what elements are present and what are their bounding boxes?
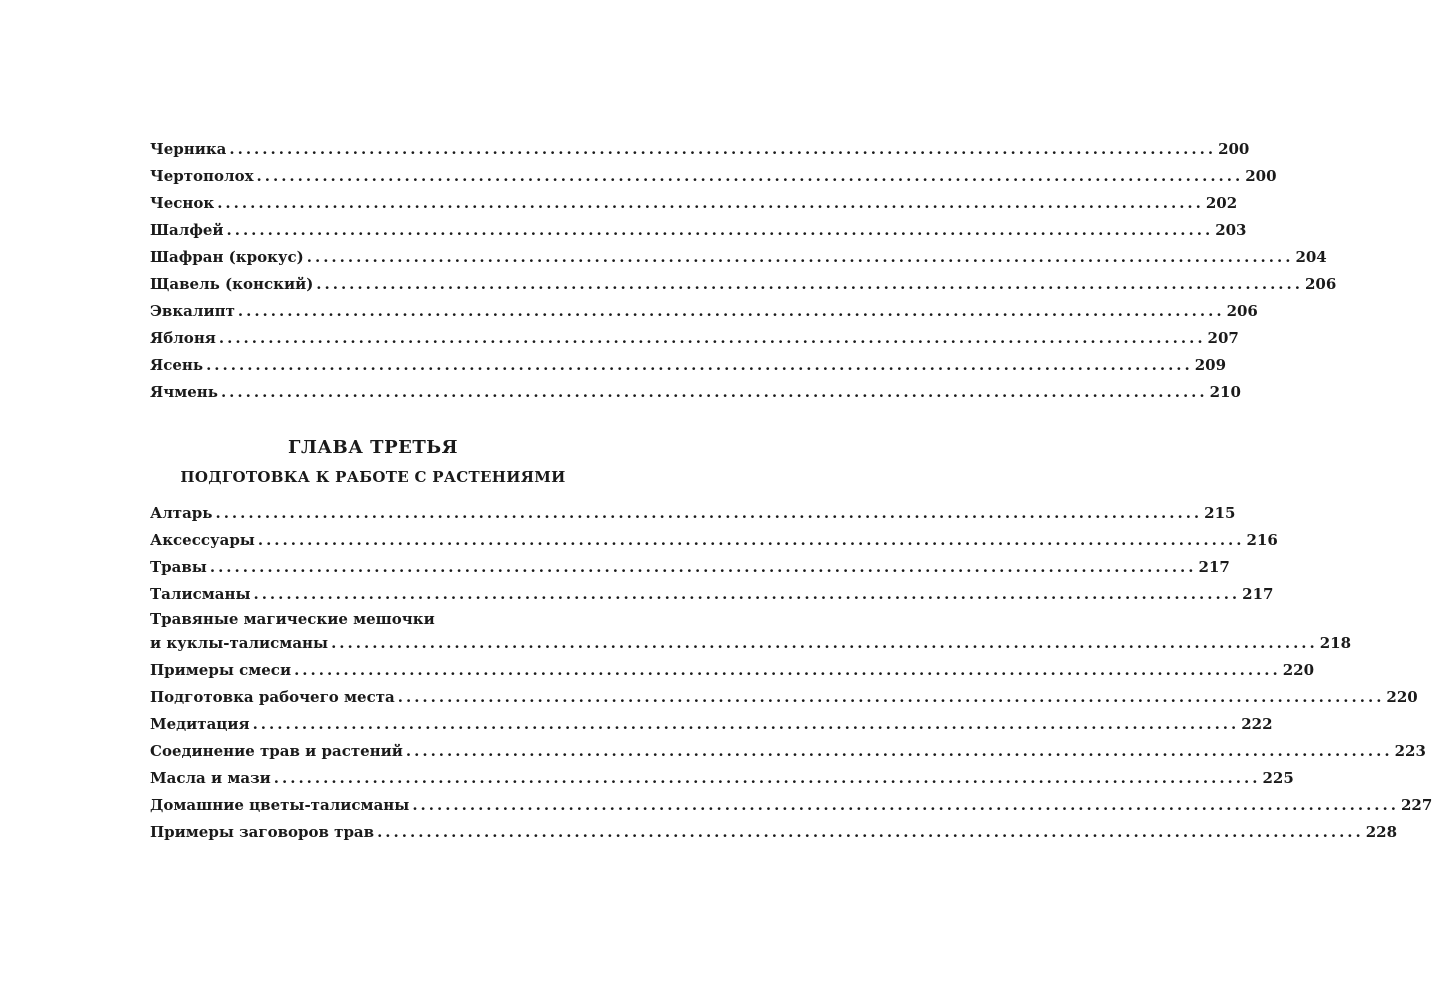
toc-entry-line2 — [150, 630, 1352, 657]
toc-entry — [150, 657, 1315, 684]
dot-leader: ........................................................................................................................ — [331, 634, 1318, 652]
chapter-heading: ГЛАВА ТРЕТЬЯ — [288, 437, 458, 458]
dot-leader: ........................................................................................................................ — [306, 248, 1294, 266]
toc-entry — [150, 527, 1278, 554]
toc-entry-page: 202 — [1205, 194, 1238, 212]
toc-entry-page: 200 — [1218, 140, 1250, 158]
dot-leader: ........................................................................................................................ — [220, 383, 1208, 401]
toc-entry-title: Травы — [150, 558, 207, 576]
toc-entry-title: Аксессуары — [150, 531, 255, 549]
toc-entry — [150, 352, 1227, 379]
toc-entry — [150, 244, 1327, 271]
toc-entry-title: Щавель (конский) — [150, 275, 314, 293]
toc-entry — [150, 500, 1236, 527]
toc-entry-page: 215 — [1204, 504, 1236, 522]
toc-entry-title-line1: Травяные магические мешочки — [150, 610, 435, 628]
toc-entry-title: Чертополох — [150, 167, 254, 185]
toc-entry-title: Алтарь — [150, 504, 213, 522]
toc-entry-title: Подготовка рабочего места — [150, 688, 395, 706]
toc-entry-title-line2: и куклы-талисманы — [150, 634, 329, 652]
dot-leader: ........................................................................................................................ — [273, 769, 1261, 787]
toc-section-herbs — [150, 136, 1337, 406]
toc-entry-title: Яблоня — [150, 329, 216, 347]
toc-entry-page: 207 — [1207, 329, 1239, 347]
dot-leader: ........................................................................................................................ — [397, 688, 1385, 706]
dot-leader: ........................................................................................................................ — [218, 329, 1206, 347]
toc-entry-page: 223 — [1394, 742, 1426, 760]
toc-entry-title: Талисманы — [150, 585, 251, 603]
toc-entry-title: Примеры смеси — [150, 661, 292, 679]
toc-entry-title: Масла и мази — [150, 769, 271, 787]
dot-leader: ........................................................................................................................ — [229, 140, 1217, 158]
toc-entry-page: 210 — [1209, 383, 1241, 401]
toc-entry — [150, 163, 1277, 190]
toc-entry-page: 217 — [1242, 585, 1274, 603]
toc-entry-title: Эвкалипт — [150, 302, 235, 320]
toc-entry-page: 203 — [1215, 221, 1247, 239]
toc-entry — [150, 298, 1258, 325]
dot-leader: ........................................................................................................................ — [217, 194, 1204, 212]
dot-leader: ........................................................................................................................ — [253, 585, 1241, 603]
toc-entry-title: Соединение трав и растений — [150, 742, 403, 760]
toc-entry — [150, 711, 1273, 738]
dot-leader: ........................................................................................................................ — [377, 823, 1364, 841]
toc-entry — [150, 792, 1432, 819]
dot-leader: ........................................................................................................................ — [257, 531, 1245, 549]
dot-leader: ........................................................................................................................ — [237, 302, 1225, 320]
toc-entry — [150, 325, 1239, 352]
toc-entry — [150, 608, 1352, 657]
toc-entry-title: Шафран (крокус) — [150, 248, 304, 266]
toc-entry — [150, 819, 1398, 846]
dot-leader: ........................................................................................................................ — [209, 558, 1197, 576]
dot-leader: ........................................................................................................................ — [256, 167, 1244, 185]
toc-entry-title: Домашние цветы-талисманы — [150, 796, 410, 814]
toc-entry-page: 206 — [1304, 275, 1337, 293]
toc-entry-page: 217 — [1198, 558, 1230, 576]
toc-entry-page: 218 — [1319, 634, 1352, 652]
toc-list — [150, 136, 1337, 406]
dot-leader: ........................................................................................................................ — [412, 796, 1399, 814]
toc-entry-page: 216 — [1246, 531, 1278, 549]
toc-entry-page: 227 — [1400, 796, 1432, 814]
toc-entry-title: Медитация — [150, 715, 250, 733]
toc-entry-title: Ясень — [150, 356, 204, 374]
toc-entry-title: Чеснок — [150, 194, 215, 212]
toc-entry — [150, 136, 1250, 163]
toc-entry — [150, 217, 1247, 244]
toc-entry — [150, 190, 1238, 217]
toc-entry-page: 209 — [1194, 356, 1227, 374]
dot-leader: ........................................................................................................................ — [215, 504, 1203, 522]
dot-leader: ........................................................................................................................ — [405, 742, 1393, 760]
toc-entry-page: 225 — [1262, 769, 1294, 787]
toc-entry-page: 228 — [1365, 823, 1398, 841]
dot-leader: ........................................................................................................................ — [294, 661, 1281, 679]
toc-entry — [150, 379, 1241, 406]
toc-entry-page: 204 — [1295, 248, 1327, 266]
toc-entry-title: Шалфей — [150, 221, 224, 239]
toc-entry-page: 222 — [1241, 715, 1273, 733]
toc-entry — [150, 738, 1426, 765]
toc-entry — [150, 765, 1294, 792]
toc-entry — [150, 581, 1274, 608]
toc-entry-page: 200 — [1245, 167, 1277, 185]
toc-entry-title: Ячмень — [150, 383, 218, 401]
dot-leader: ........................................................................................................................ — [252, 715, 1240, 733]
toc-entry-page: 206 — [1226, 302, 1258, 320]
toc-entry-title: Примеры заговоров трав — [150, 823, 375, 841]
toc-entry-page: 220 — [1386, 688, 1418, 706]
toc-entry-page: 220 — [1282, 661, 1315, 679]
dot-leader: ........................................................................................................................ — [226, 221, 1214, 239]
toc-entry — [150, 554, 1230, 581]
dot-leader: ........................................................................................................................ — [316, 275, 1303, 293]
toc-entry-title: Черника — [150, 140, 227, 158]
toc-entry — [150, 271, 1337, 298]
dot-leader: ........................................................................................................................ — [206, 356, 1193, 374]
chapter-subtitle: ПОДГОТОВКА К РАБОТЕ С РАСТЕНИЯМИ — [180, 468, 566, 486]
toc-entry — [150, 684, 1418, 711]
toc-list — [150, 500, 1432, 846]
toc-section-preparation — [150, 500, 1432, 846]
